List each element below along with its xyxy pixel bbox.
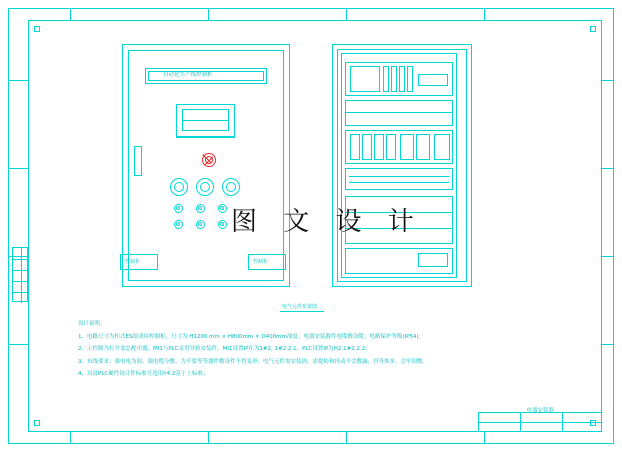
border-tick [346, 8, 347, 20]
nameplate-left-text: 控制柜 [125, 259, 141, 265]
watermark-text: 图 文 设 计 [231, 207, 423, 237]
plc-io-module [399, 66, 405, 92]
plc-io-module [391, 66, 397, 92]
border-tick [70, 8, 71, 20]
push-button-inner[interactable] [220, 206, 224, 210]
border-tick [602, 256, 614, 257]
note-line: 4、局部PLC硬件设计件标准号选用Y4.2基于上标准； [78, 371, 209, 377]
push-button-inner[interactable] [176, 206, 180, 210]
contactor [400, 134, 414, 160]
push-button-inner[interactable] [198, 206, 202, 210]
circuit-breaker [386, 134, 396, 160]
terminal-block [418, 74, 448, 86]
border-tick [346, 432, 347, 444]
note-line: 3、布线要求：强电电为弱、强电缆分敷、为不要等等器件敷设件不得变形；电气元件需安装固，需提防和抖动不会敷露；抖等参多、会牢固敷。 [78, 358, 429, 365]
circuit-breaker [350, 134, 360, 160]
sheet-title-text: 电气元件布置图 [282, 304, 318, 310]
registration-mark [590, 26, 596, 32]
panel-title-text: 自动化生产线控制柜 [163, 72, 213, 78]
note-line: 1、电路尺寸为柜式ES组成屏控制柜，尺寸为 H1200 mm × H800mm × D400mm深度；电器安装器件电缆敷设缆；电路保护等级(IP54)； [78, 333, 425, 340]
note-line: 2、上控制为打开盖总配中器，MI1与PLC采用导轨安装件，MI1设置IP在为1#2, 1#2.2.1、PLC设置IP为H2.1#2.2.2； [78, 346, 371, 352]
border-tick [8, 80, 28, 81]
design-notes [78, 318, 548, 381]
push-button-inner[interactable] [198, 222, 202, 226]
push-button-inner[interactable] [220, 222, 224, 226]
border-tick [208, 8, 209, 20]
meter-gauge-inner [226, 182, 236, 192]
border-tick [8, 168, 28, 169]
circuit-breaker [374, 134, 384, 160]
border-tick [8, 344, 28, 345]
plc-io-module [407, 66, 413, 92]
push-button-inner[interactable] [176, 222, 180, 226]
meter-gauge-inner [174, 182, 184, 192]
circuit-breaker [362, 134, 372, 160]
footer-label: 电器安装器 [526, 408, 554, 414]
border-tick [70, 432, 71, 444]
border-tick [208, 432, 209, 444]
bottom-nameplate [418, 253, 448, 267]
nameplate-right-text: 控制柜 [253, 259, 269, 265]
plc-io-module [383, 66, 389, 92]
border-tick [602, 80, 614, 81]
revision-table [12, 247, 28, 302]
power-supply [434, 134, 450, 160]
registration-mark [34, 420, 40, 426]
contactor [416, 134, 430, 160]
border-tick [602, 168, 614, 169]
wiring-duct-row [345, 100, 453, 126]
registration-mark [34, 26, 40, 32]
design-note-label: 设计说明： [78, 321, 106, 327]
indicator-strip [134, 146, 142, 176]
border-tick [484, 432, 485, 444]
border-tick [602, 344, 614, 345]
border-tick [484, 8, 485, 20]
terminal-strip-row [345, 168, 453, 190]
plc-cpu-module [350, 66, 380, 92]
meter-gauge-inner [200, 182, 210, 192]
